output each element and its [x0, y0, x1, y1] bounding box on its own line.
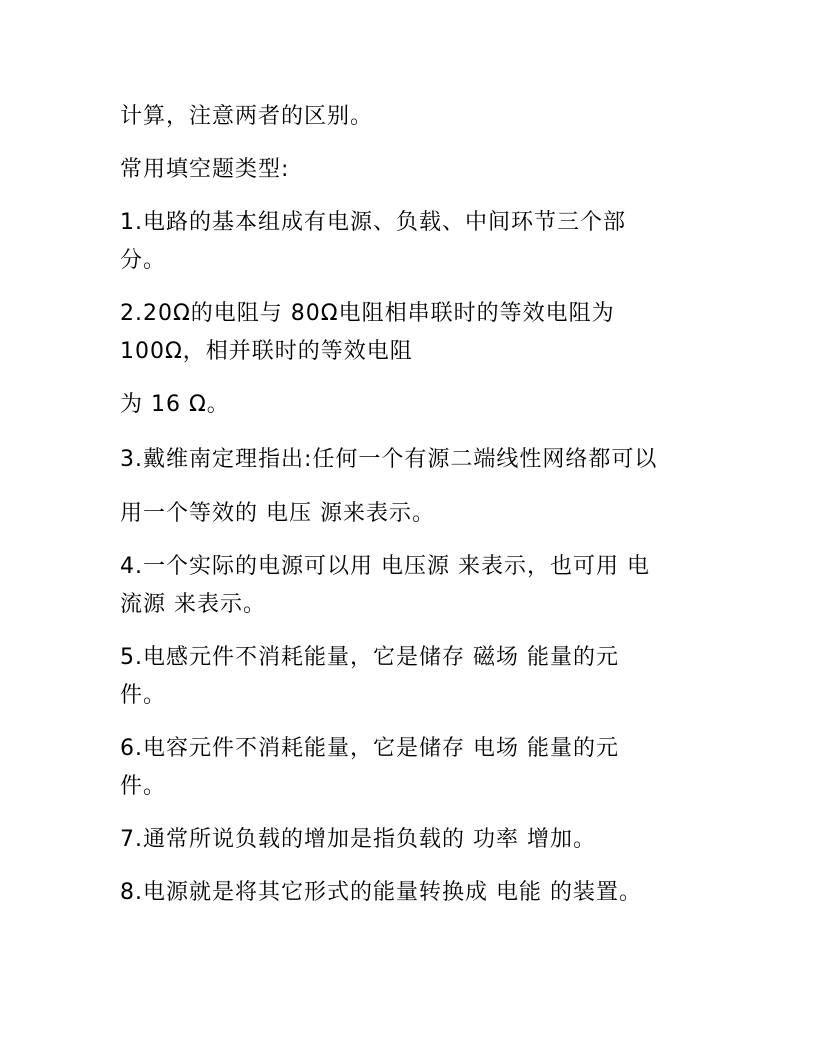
- question-6-line-1: 6.电容元件不消耗能量，它是储存 电场 能量的元: [120, 736, 619, 761]
- question-2-line-1: 2.20Ω的电阻与 80Ω电阻相串联时的等效电阻为: [120, 301, 615, 326]
- question-8-line-1: 8.电源就是将其它形式的能量转换成 电能 的装置。: [120, 880, 642, 905]
- question-6-line-2: 件。: [120, 774, 167, 799]
- question-1-line-1: 1.电路的基本组成有电源、负载、中间环节三个部: [120, 210, 626, 235]
- question-4-line-1: 4.一个实际的电源可以用 电压源 来表示，也可用 电: [120, 554, 650, 579]
- question-3-line-2: 用一个等效的 电压 源来表示。: [120, 501, 435, 526]
- text-line-intro: 计算，注意两者的区别。: [120, 104, 374, 129]
- question-5-line-2: 件。: [120, 683, 167, 708]
- question-2-line-3: 为 16 Ω。: [120, 392, 230, 417]
- question-1-line-2: 分。: [120, 248, 167, 273]
- section-heading: 常用填空题类型:: [120, 157, 290, 182]
- question-4-line-2: 流源 来表示。: [120, 592, 266, 617]
- question-7-line-1: 7.通常所说负载的增加是指负载的 功率 增加。: [120, 827, 596, 852]
- question-5-line-1: 5.电感元件不消耗能量，它是储存 磁场 能量的元: [120, 645, 619, 670]
- question-3-line-1: 3.戴维南定理指出:任何一个有源二端线性网络都可以: [120, 447, 658, 472]
- question-2-line-2: 100Ω，相并联时的等效电阻: [120, 339, 413, 364]
